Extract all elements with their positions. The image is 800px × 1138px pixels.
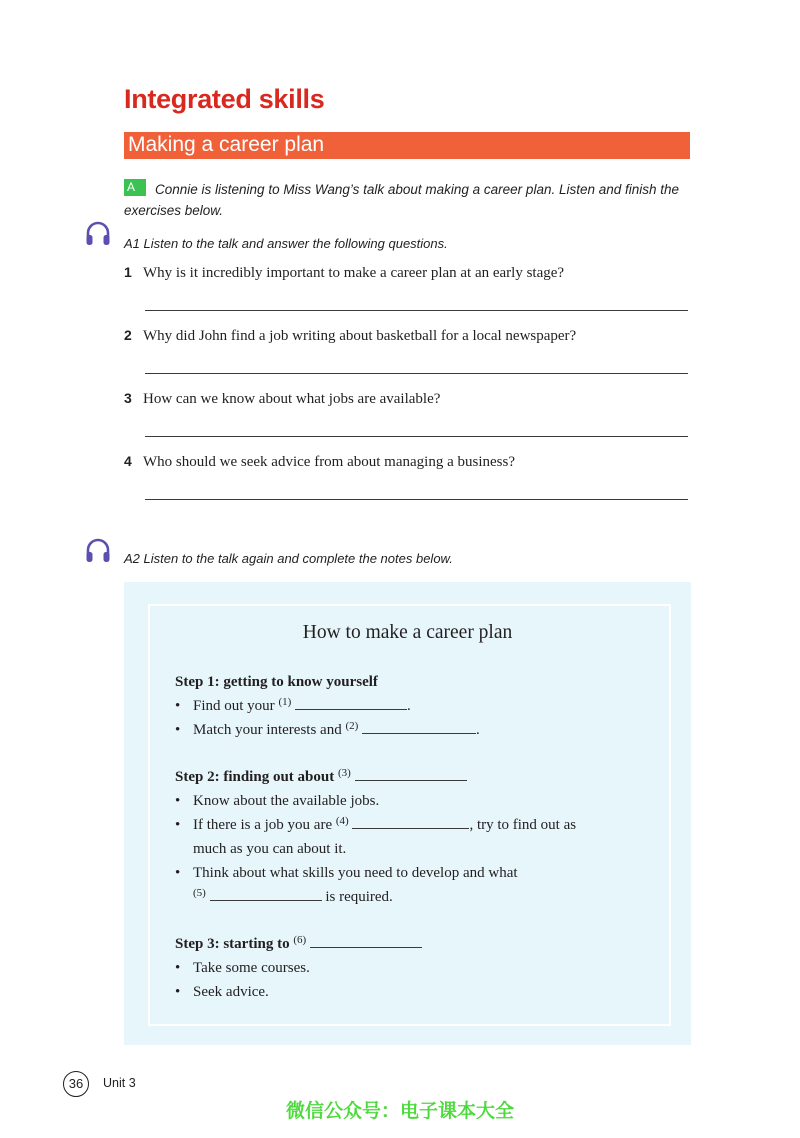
section-a-badge: A xyxy=(124,179,146,196)
blank-number: (1) xyxy=(278,696,292,708)
bullet-text: Find out your xyxy=(193,698,275,714)
blank-number: (6) xyxy=(293,934,307,946)
blank-number: (2) xyxy=(345,720,359,732)
step-1-bullet-1 xyxy=(193,698,411,715)
blank-number: (5) xyxy=(193,887,206,899)
notes-panel xyxy=(124,582,691,1045)
question-number: 4 xyxy=(124,453,132,469)
bullet-text-after: is required. xyxy=(325,889,393,905)
step-2-bullet-2 xyxy=(193,817,576,834)
notes-title: How to make a career plan xyxy=(302,622,513,643)
blank-3[interactable] xyxy=(355,769,467,781)
a2-instruction: A2 Listen to the talk again and complete the notes below. xyxy=(124,551,453,566)
question-text: Why is it incredibly important to make a career plan at an early stage? xyxy=(143,265,565,281)
punctuation: . xyxy=(476,722,480,738)
bullet: • xyxy=(175,793,181,809)
question-text: Why did John find a job writing about basketball for a local newspaper? xyxy=(143,328,577,344)
answer-line-2[interactable] xyxy=(145,373,688,374)
question-number: 2 xyxy=(124,327,132,343)
bullet-text: Match your interests and xyxy=(193,722,342,738)
step-2-heading xyxy=(175,769,467,786)
section-banner xyxy=(124,132,690,159)
question-number: 3 xyxy=(124,390,132,406)
step-1-heading: Step 1: getting to know yourself xyxy=(175,674,378,690)
question-text: How can we know about what jobs are available? xyxy=(143,391,441,407)
question-4 xyxy=(124,453,515,471)
bullet: • xyxy=(175,817,181,833)
bullet: • xyxy=(175,984,181,1000)
question-text: Who should we seek advice from about managing a business? xyxy=(143,454,515,470)
answer-line-1[interactable] xyxy=(145,310,688,311)
bullet: • xyxy=(175,722,181,738)
step-2-bullet-1: Know about the available jobs. xyxy=(193,793,380,809)
punctuation: . xyxy=(407,698,411,714)
step-3-bullet-1: Take some courses. xyxy=(193,960,310,976)
bullet: • xyxy=(175,865,181,881)
blank-5[interactable] xyxy=(210,889,322,901)
question-number: 1 xyxy=(124,264,132,280)
bullet-text: If there is a job you are xyxy=(193,817,333,833)
page-number: 36 xyxy=(63,1071,89,1097)
bullet-text-after: , try to find out as xyxy=(469,817,577,833)
banner-title: Making a career plan xyxy=(128,133,325,156)
blank-number: (3) xyxy=(337,767,351,779)
step-heading-text: Step 2: finding out about xyxy=(175,769,335,785)
answer-line-3[interactable] xyxy=(145,436,688,437)
blank-1[interactable] xyxy=(295,698,407,710)
step-1-bullet-2 xyxy=(193,722,480,739)
step-heading-text: Step 3: starting to xyxy=(175,936,290,952)
answer-line-4[interactable] xyxy=(145,499,688,500)
blank-4[interactable] xyxy=(352,817,469,829)
question-2 xyxy=(124,327,576,345)
blank-number: (4) xyxy=(335,815,349,827)
a1-instruction: A1 Listen to the talk and answer the following questions. xyxy=(124,236,448,251)
blank-2[interactable] xyxy=(362,722,476,734)
unit-label: Unit 3 xyxy=(103,1076,136,1090)
question-3 xyxy=(124,390,440,408)
step-3-bullet-2: Seek advice. xyxy=(193,984,269,1000)
step-2-bullet-3: Think about what skills you need to develop and what xyxy=(193,865,518,881)
step-2-bullet-2-continued: much as you can about it. xyxy=(193,841,347,857)
blank-6[interactable] xyxy=(310,936,422,948)
section-a-intro: Connie is listening to Miss Wang’s talk about making a career plan. Listen and finish the exercises below. xyxy=(124,182,680,218)
bullet: • xyxy=(175,698,181,714)
step-3-heading xyxy=(175,936,422,953)
step-2-bullet-3-continued xyxy=(193,889,393,906)
question-1 xyxy=(124,264,564,282)
headphones-icon xyxy=(84,220,112,248)
bullet: • xyxy=(175,960,181,976)
page-title: Integrated skills xyxy=(124,84,325,114)
headphones-icon xyxy=(84,537,112,565)
watermark: 微信公众号：电子课本大全 xyxy=(285,1100,514,1122)
